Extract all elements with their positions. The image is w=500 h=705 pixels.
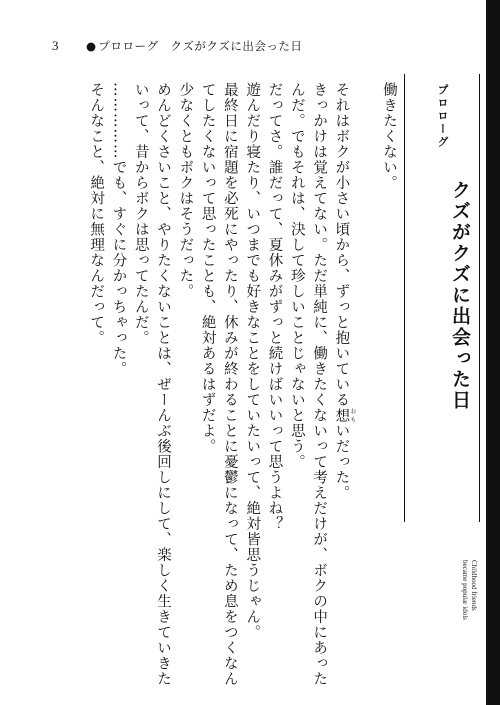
body-line-text: いだった。 — [333, 423, 350, 501]
body-line: 遊んだり寝たり、いつまでも好きなことをしていたいって、絶対皆思うじゃん。 — [244, 82, 261, 640]
page-number: 3 — [52, 38, 59, 53]
body-line — [330, 82, 355, 642]
chapter-title: クズがクズに出会った日 — [449, 180, 471, 411]
ruby-annotation — [333, 407, 356, 424]
body-line: ……………でも、すぐに分かっちゃった。 — [110, 82, 127, 377]
tagline-line: became popular idols — [461, 560, 469, 620]
series-english-tagline — [460, 560, 478, 620]
body-line: きっかけは覚えてない。ただ単純に、働きたくないって考えだけが、ボクの中にあった — [311, 82, 328, 687]
body-line: んだ。でもそれは、決して珍しいことじゃないと思う。 — [288, 82, 305, 470]
body-line: だってさ。誰だって、夏休みがずっと続けばいいって思うよね？ — [266, 82, 283, 532]
ruby-base: 想 — [333, 407, 350, 423]
tagline-line: Childhood friends — [470, 560, 478, 611]
chapter-side-band — [400, 0, 500, 705]
body-text — [88, 82, 400, 687]
edge-strip — [486, 0, 500, 705]
body-line: 最終日に宿題を必死にやったり、休みが終わることに憂鬱になって、ため息をつくなん — [221, 82, 238, 687]
blank-line — [355, 82, 377, 642]
chapter-label: プロローグ — [436, 84, 449, 149]
body-line: 少なくともボクはそうだった。 — [177, 82, 194, 299]
body-line-text: それはボクが小さい頃から、ずっと抱いている — [333, 82, 350, 408]
running-header — [86, 38, 302, 54]
running-title: プロローグ クズがクズに出会った日 — [98, 39, 303, 53]
body-line: いって、昔からボクは思ってたんだ。 — [132, 82, 149, 346]
body-line: 働きたくない。 — [381, 82, 397, 191]
body-line: めんどくさいこと、やりたくないことは、ぜーんぶ後回しにして、楽しく生きていきた — [155, 82, 172, 687]
ruby-reading: おも — [348, 407, 356, 423]
body-line: てしたくないって思ったことも、絶対あるはずだよ。 — [199, 82, 216, 454]
bullet-icon: ● — [86, 39, 97, 53]
body-line: そんなこと、絶対に無理なんだって。 — [88, 82, 105, 346]
